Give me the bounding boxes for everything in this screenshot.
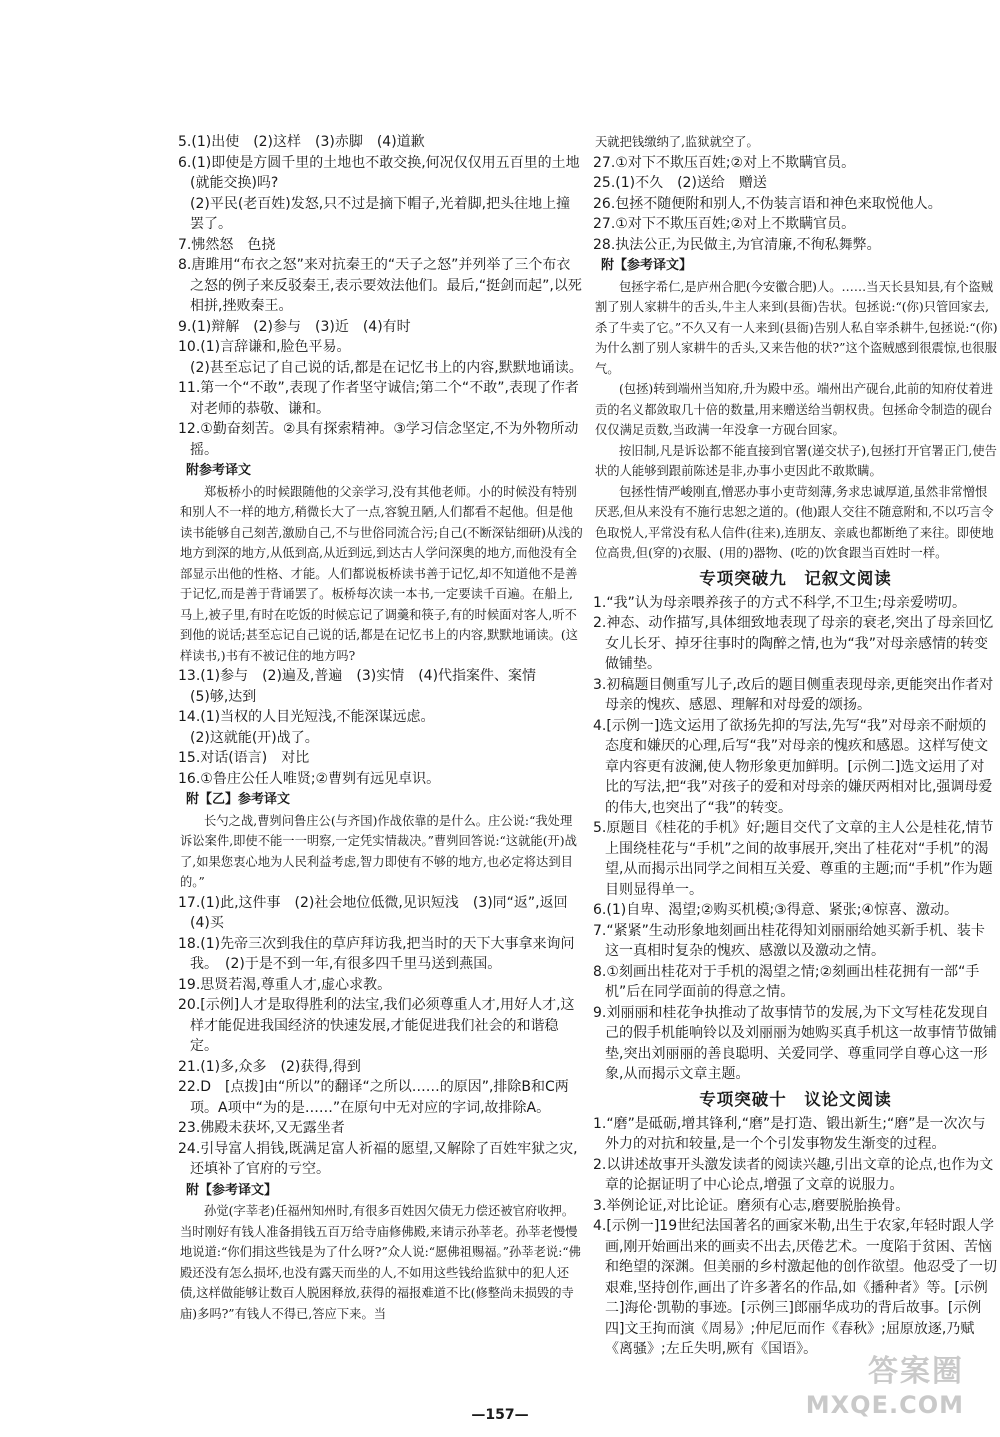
answer-item: 13.(1)参与 (2)遍及,普遍 (3)实情 (4)代指案件、案情 [178, 668, 537, 684]
answer-item: 7.“紧紧”生动形象地刻画出桂花得知刘丽丽给她买新手机、装卡这一真相时复杂的愧疚、感激以及激动之情。 [593, 922, 985, 959]
answer-item: 15.对话(语言) 对比 [178, 750, 310, 766]
section-heading: 专项突破九 记叙文阅读 [699, 568, 892, 588]
answer-item: 3.举例论证,对比论证。磨须有心志,磨要脱胎换骨。 [593, 1197, 910, 1214]
answer-item: 9.(1)辩解 (2)参与 (3)近 (4)有时 [178, 318, 411, 335]
answer-item: 3.初稿题目侧重写儿子,改后的题目侧重表现母亲,更能突出作者对母亲的愧疚、感恩、理解和对母爱的颂扬。 [593, 676, 994, 713]
translation-heading: 附【乙】参考译文 [186, 792, 291, 807]
answer-subitem: (2)甚至忘记了自己说的话,都是在记忆书上的内容,默默地诵读。 [190, 359, 583, 376]
page-number: —157— [471, 1407, 529, 1423]
answer-item: 2.以讲述故事开头激发读者的阅读兴趣,引出文章的论点,也作为文章的论据证明了中心论点,增强了文章的说服力。 [593, 1156, 994, 1193]
translation-paragraph: 包拯性情严峻刚直,憎恶办事小吏苛刻薄,务求忠诚厚道,虽然非常憎恨厌恶,但从来没有不施行忠恕之道的。(他)跟人交往不随意附和,不以巧言令色取悦人,平常没有私人信件(往来),连朋友、亲戚也都断绝了来往。即使地位高贵,但(穿的)衣服、(用的)器物、(吃的)饮食跟当百姓时一样。 [595, 484, 994, 560]
translation-heading: 附【参考译文】 [186, 1182, 278, 1198]
answer-item: 25.(1)不久 (2)送给 赠送 [593, 175, 767, 191]
answer-item: 9.刘丽丽和桂花争执推动了故事情节的发展,为下文写桂花发现自己的假手机能响铃以及刘丽丽为她购买真手机这一故事情节做铺垫,突出刘丽丽的善良聪明、关爱同学、尊重同学自尊心这一形象,从而揭示文章主题。 [593, 1004, 997, 1082]
watermark-url: MXQE.COM [805, 1391, 964, 1419]
answer-item: 28.执法公正,为民做主,为官清廉,不徇私舞弊。 [593, 236, 881, 253]
right-column [593, 132, 998, 1360]
answer-item: 6.(1)自卑、渴望;②购买机模;③得意、紧张;④惊喜、激动。 [593, 902, 958, 918]
answer-item: 20.[示例]人才是取得胜利的法宝,我们必须尊重人才,用好人才,这样才能促进我国经济的快速发展,才能促进我们社会的和谐稳定。 [178, 997, 575, 1054]
section-heading: 专项突破十 议论文阅读 [699, 1089, 892, 1109]
answer-item: 4.[示例一]19世纪法国著名的画家米勒,出生于农家,年轻时跟人学画,刚开始画出来的画卖不出去,厌倦艺术。一度陷于贫困、苦恼和绝望的深渊。但美丽的乡村激起他的创作欲望。他忍受了一切艰难,坚持创作,画出了许多著名的作品,如《播种者》等。[示例二]海伦·凯勒的事迹。[示例三]郎丽华成功的背后故事。[示例四]文王拘而演《周易》;仲尼厄而作《春秋》;屈原放逐,乃赋《离骚》;左丘失明,厥有《国语》。 [593, 1218, 997, 1357]
translation-paragraph: 郑板桥小的时候跟随他的父亲学习,没有其他老师。小的时候没有特别和别人不一样的地方,稍微长大了一点,容貌丑陋,人们都看不起他。但是他读书能够自己刻苦,激励自己,不与世俗同流合污;自己(不断深钻细研)从浅的地方到深的地方,从低到高,从近到远,到达古人学问深奥的地方,而他没有全部显示出他的性格、才能。人们都说板桥读书善于记忆,却不知道他不是善于记忆,而是善于背诵罢了。板桥每次读一本书,一定要读千百遍。在船上,马上,被子里,有时在吃饭的时候忘记了调羹和筷子,有的时候面对客人,听不到他的说话;甚至忘记自己说的话,都是在记忆书上的内容,默默地诵读。(这样读书,)书有不被记住的地方吗? [180, 484, 583, 663]
answer-item: 10.(1)言辞谦和,脸色平易。 [178, 339, 351, 355]
translation-paragraph: 包拯字希仁,是庐州合肥(今安徽合肥)人。……当天长县知县,有个盗贼割了别人家耕牛的舌头,牛主人来到(县衙)告状。包拯说:“(你)只管回家去,杀了牛卖了它。”不久又有一人来到(县衙)告别人私自宰杀耕牛,包拯说:“(你)为什么割了别人家耕牛的舌头,又来告他的状?”这个盗贼感到很震惊,也很服气。 [595, 279, 998, 376]
translation-paragraph: (包拯)转到端州当知府,升为殿中丞。端州出产砚台,此前的知府仗着进贡的名义都敛取几十倍的数量,用来赠送给当朝权贵。包拯命令制造的砚台仅仅满足贡数,当政满一年没拿一方砚台回家。 [595, 382, 994, 437]
translation-paragraph: 孙觉(字莘老)任福州知州时,有很多百姓因欠债无力偿还被官府收押。当时刚好有钱人准备捐钱五百万给寺庙修佛殿,来请示孙莘老。孙莘老慢慢地说道:“你们捐这些钱是为了什么呀?”众人说:“愿佛祖赐福。”孙莘老说:“佛殿还没有怎么损坏,也没有露天而坐的人,不如用这些钱给监狱中的犯人还债,这样做能够让数百人脱困释放,获得的福报难道不比(修整尚未损毁的寺庙)多吗?”有钱人不得已,答应下来。当 [180, 1204, 581, 1321]
answer-subitem: (5)够,达到 [190, 688, 257, 705]
answer-item: 2.神态、动作描写,具体细致地表现了母亲的衰老,突出了母亲回忆女儿长牙、掉牙往事时的陶醉之情,也为“我”对母亲感情的转变做铺垫。 [593, 615, 994, 672]
answer-subitem: (2)平民(老百姓)发怒,只不过是摘下帽子,光着脚,把头往地上撞罢了。 [190, 195, 571, 232]
answer-item: 5.原题目《桂花的手机》好;题目交代了文章的主人公是桂花,情节上围绕桂花与“手机”之间的故事展开,突出了桂花对“手机”的渴望,从而揭示出同学之间相互关爱、尊重的主题;而“手机”作为题目则显得单一。 [593, 820, 994, 898]
answer-item: 27.①对下不欺压百姓;②对上不欺瞒官员。 [593, 216, 856, 232]
answer-item: 24.引导富人捐钱,既满足富人祈福的愿望,又解除了百姓牢狱之灾,还填补了官府的亏空。 [178, 1140, 578, 1177]
answer-item: 16.①鲁庄公任人唯贤;②曹刿有远见卓识。 [178, 770, 441, 787]
translation-heading: 附【参考译文】 [601, 258, 693, 273]
translation-paragraph: 按旧制,凡是诉讼都不能直接到官署(递交状子),包拯打开官署正门,使告状的人能够到跟前陈述是非,办事小吏因此不敢欺瞒。 [595, 443, 997, 478]
answer-item: 26.包拯不随便附和别人,不伪装言语和神色来取悦他人。 [593, 195, 942, 212]
answer-item: 19.思贤若渴,尊重人才,虚心求教。 [178, 976, 392, 993]
watermark-logo [754, 1353, 964, 1425]
answer-item: 6.(1)即使是方圆千里的土地也不敢交换,何况仅仅用五百里的土地(就能交换)吗? [178, 154, 580, 191]
answer-item: 18.(1)先帝三次到我住的草庐拜访我,把当时的天下大事拿来询问我。 (2)于是不到一年,有很多四千里马送到燕国。 [178, 935, 575, 972]
answer-subitem: (2)这就能(开)战了。 [190, 729, 319, 746]
answer-item: 23.佛殿未获坏,又无露坐者 [178, 1120, 345, 1136]
answer-item: 1.“我”认为母亲喂养孩子的方式不科学,不卫生;母亲爱唠叨。 [593, 594, 967, 611]
answer-item: 5.(1)出使 (2)这样 (3)赤脚 (4)道歉 [178, 134, 425, 150]
answer-item: 4.[示例一]选文运用了欲扬先抑的写法,先写“我”对母亲不耐烦的态度和嫌厌的心理,后写“我”对母亲的愧疚和感恩。这样写使文章内容更有波澜,使人物形象更加鲜明。[示例二]选文运用了对比的写法,把“我”对孩子的爱和对母亲的嫌厌两相对比,强调母爱的伟大,也突出了“我”的转变。 [593, 717, 993, 816]
answer-item: 8.唐雎用“布衣之怒”来对抗秦王的“天子之怒”并列举了三个布衣之怒的例子来反驳秦王,表示要效法他们。最后,“挺剑而起”,以死相拼,挫败秦王。 [178, 257, 582, 314]
answer-item: 1.“磨”是砥砺,增其锋利,“磨”是打造、锻出新生;“磨”是一次次与外力的对抗和较量,是一个个引发事物发生渐变的过程。 [593, 1115, 986, 1152]
left-column [178, 132, 583, 1324]
answer-item: 14.(1)当权的人目光短浅,不能深谋远虑。 [178, 709, 435, 725]
translation-paragraph: 长勺之战,曹刿问鲁庄公(与齐国)作战依靠的是什么。庄公说:“我处理诉讼案件,即使不能一一明察,一定凭实情裁决。”曹刿回答说:“这就能(开)战了,如果您衷心地为人民利益考虑,智力即使有不够的地方,也必定将达到目的。” [180, 813, 577, 889]
answer-item: 17.(1)此,这件事 (2)社会地位低微,见识短浅 (3)同“返”,返回 (4)买 [178, 894, 582, 931]
answer-item: 22.D [点拨]由“所以”的翻译“之所以……的原因”,排除B和C两项。A项中“为的是……”在原句中无对应的字词,故排除A。 [178, 1079, 569, 1116]
answer-item: 7.怫然怒 色挠 [178, 236, 276, 253]
watermark-title: 答案圈 [868, 1354, 964, 1389]
answer-item: 27.①对下不欺压百姓;②对上不欺瞒官员。 [593, 154, 856, 171]
answer-item: 21.(1)多,众多 (2)获得,得到 [178, 1058, 361, 1075]
answer-item: 12.①勤奋刻苦。②具有探索精神。③学习信念坚定,不为外物所动摇。 [178, 421, 579, 458]
translation-continuation: 天就把钱缴纳了,监狱就空了。 [595, 135, 759, 149]
answer-item: 8.①刻画出桂花对于手机的渴望之情;②刻画出桂花拥有一部“手机”后在同学面前的得意之情。 [593, 963, 980, 1000]
translation-heading: 附参考译文 [186, 463, 252, 478]
answer-item: 11.第一个“不敢”,表现了作者坚守诚信;第二个“不敢”,表现了作者对老师的恭敬、谦和。 [178, 380, 579, 417]
